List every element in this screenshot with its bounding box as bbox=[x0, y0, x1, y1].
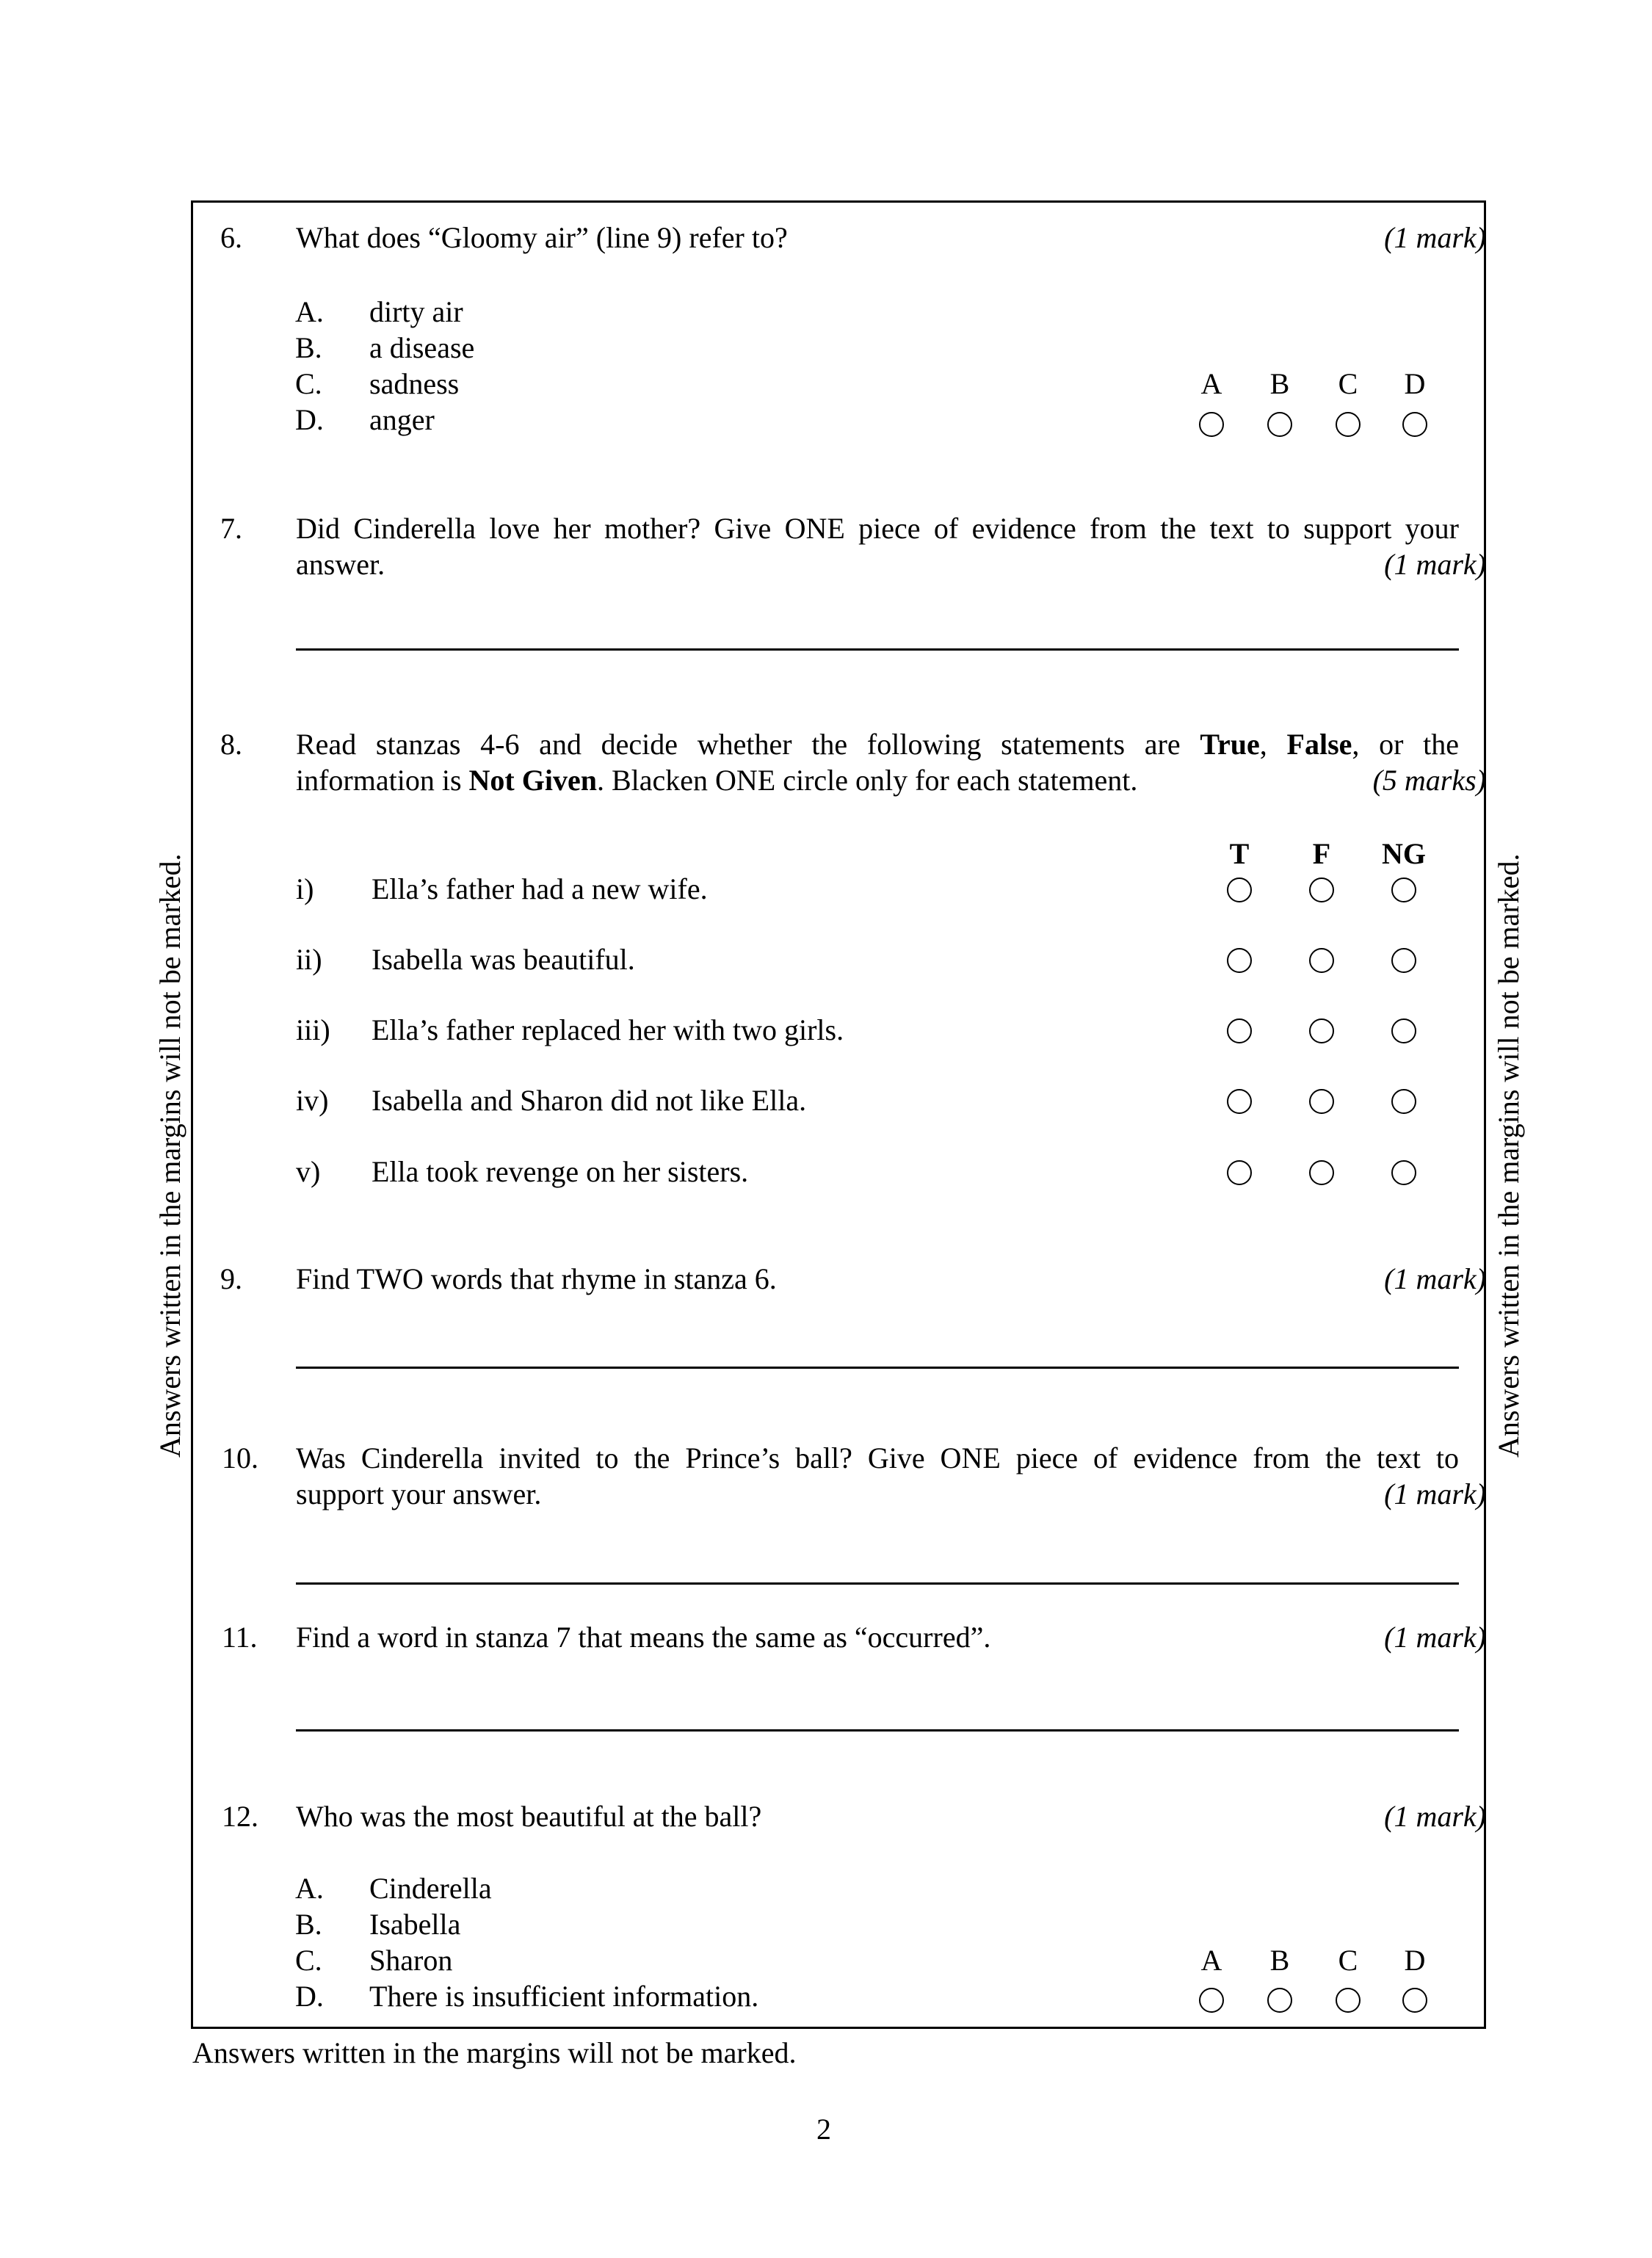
option-letter-b: B. bbox=[295, 1908, 322, 1941]
bubble-label-b: B bbox=[1269, 367, 1290, 400]
bubble-label-d: D bbox=[1404, 367, 1426, 400]
statement-label: ii) bbox=[296, 943, 322, 976]
bubble-true[interactable] bbox=[1227, 1018, 1252, 1043]
question-number: 8. bbox=[220, 728, 242, 761]
answer-bubble-a[interactable] bbox=[1199, 412, 1224, 437]
statement-label: v) bbox=[296, 1155, 321, 1188]
bubble-false[interactable] bbox=[1309, 1089, 1334, 1114]
question-number: 12. bbox=[222, 1800, 258, 1833]
bubble-false[interactable] bbox=[1309, 1160, 1334, 1185]
bubble-false[interactable] bbox=[1309, 1018, 1334, 1043]
option-text-d: There is insufficient information. bbox=[369, 1980, 759, 2013]
bubble-label-c: C bbox=[1338, 1944, 1358, 1977]
option-text-c: Sharon bbox=[369, 1944, 453, 1977]
mark-label: (1 mark) bbox=[1384, 1800, 1486, 1833]
bubble-true[interactable] bbox=[1227, 877, 1252, 902]
option-letter-c: C. bbox=[295, 1944, 322, 1977]
text-segment: , bbox=[1259, 728, 1287, 761]
statement-label: i) bbox=[296, 872, 314, 905]
question-number: 10. bbox=[222, 1441, 258, 1474]
bubble-not-given[interactable] bbox=[1391, 1018, 1416, 1043]
statement-label: iii) bbox=[296, 1013, 330, 1046]
question-text-line-1: Was Cinderella invited to the Prince’s ball? Give ONE piece of evidence from the text to bbox=[296, 1441, 1459, 1474]
question-text-line-2 bbox=[296, 766, 1137, 795]
bold-false: False bbox=[1286, 728, 1352, 761]
option-text-a: Cinderella bbox=[369, 1872, 492, 1905]
question-number: 9. bbox=[220, 1262, 242, 1295]
option-letter-b: B. bbox=[295, 331, 322, 364]
question-text-line-2: answer. bbox=[296, 548, 385, 581]
bubble-true[interactable] bbox=[1227, 1160, 1252, 1185]
bubble-false[interactable] bbox=[1309, 877, 1334, 902]
option-letter-c: C. bbox=[295, 367, 322, 400]
option-letter-a: A. bbox=[295, 295, 324, 328]
answer-bubble-c[interactable] bbox=[1336, 1988, 1361, 2013]
mark-label: (1 mark) bbox=[1384, 221, 1486, 254]
bubble-false[interactable] bbox=[1309, 948, 1334, 973]
answer-line[interactable] bbox=[296, 1582, 1459, 1585]
column-header-true: T bbox=[1229, 837, 1250, 870]
statement-text: Ella’s father had a new wife. bbox=[372, 872, 708, 905]
mark-label: (1 mark) bbox=[1384, 1262, 1486, 1295]
mark-label: (1 mark) bbox=[1384, 1621, 1486, 1654]
bubble-not-given[interactable] bbox=[1391, 948, 1416, 973]
bubble-not-given[interactable] bbox=[1391, 1160, 1416, 1185]
statement-text: Isabella and Sharon did not like Ella. bbox=[372, 1084, 807, 1117]
mark-label: (1 mark) bbox=[1384, 1477, 1486, 1510]
column-header-not-given: NG bbox=[1382, 837, 1426, 870]
text-segment: information is bbox=[296, 764, 469, 797]
text-segment: , or the bbox=[1352, 728, 1460, 761]
option-text-b: Isabella bbox=[369, 1908, 461, 1941]
bubble-not-given[interactable] bbox=[1391, 877, 1416, 902]
statement-label: iv) bbox=[296, 1084, 329, 1117]
question-text: Find TWO words that rhyme in stanza 6. bbox=[296, 1262, 777, 1295]
question-number: 7. bbox=[220, 512, 242, 545]
question-text-line-1: Did Cinderella love her mother? Give ONE piece of evidence from the text to support your bbox=[296, 512, 1459, 545]
answer-bubble-a[interactable] bbox=[1199, 1988, 1224, 2013]
bubble-label-c: C bbox=[1338, 367, 1358, 400]
column-header-false: F bbox=[1312, 837, 1331, 870]
answer-line[interactable] bbox=[296, 1729, 1459, 1732]
answer-bubble-b[interactable] bbox=[1267, 1988, 1292, 2013]
option-letter-d: D. bbox=[295, 1980, 324, 2013]
footer-margin-notice: Answers written in the margins will not be marked. bbox=[192, 2036, 797, 2069]
mark-label: (5 marks) bbox=[1372, 764, 1486, 797]
bold-not-given: Not Given bbox=[468, 764, 597, 797]
question-number: 11. bbox=[222, 1621, 258, 1654]
bold-true: True bbox=[1200, 728, 1260, 761]
option-text-a: dirty air bbox=[369, 295, 463, 328]
bubble-label-d: D bbox=[1404, 1944, 1426, 1977]
answer-bubble-d[interactable] bbox=[1402, 1988, 1427, 2013]
bubble-true[interactable] bbox=[1227, 1089, 1252, 1114]
answer-line[interactable] bbox=[296, 1367, 1459, 1369]
answer-line[interactable] bbox=[296, 648, 1459, 651]
question-text-line-2: support your answer. bbox=[296, 1477, 542, 1510]
statement-text: Ella took revenge on her sisters. bbox=[372, 1155, 749, 1188]
option-text-c: sadness bbox=[369, 367, 460, 400]
bubble-label-a: A bbox=[1200, 1944, 1222, 1977]
answer-bubble-d[interactable] bbox=[1402, 412, 1427, 437]
question-text-line-1 bbox=[296, 730, 1459, 759]
option-letter-a: A. bbox=[295, 1872, 324, 1905]
bubble-not-given[interactable] bbox=[1391, 1089, 1416, 1114]
question-text: Who was the most beautiful at the ball? bbox=[296, 1800, 762, 1833]
bubble-label-b: B bbox=[1269, 1944, 1290, 1977]
statement-text: Isabella was beautiful. bbox=[372, 943, 635, 976]
option-text-b: a disease bbox=[369, 331, 475, 364]
left-margin-notice: Answers written in the margins will not be marked. bbox=[153, 853, 186, 1458]
right-margin-notice: Answers written in the margins will not be marked. bbox=[1492, 853, 1525, 1458]
option-letter-d: D. bbox=[295, 403, 324, 436]
option-text-d: anger bbox=[369, 403, 435, 436]
statement-text: Ella’s father replaced her with two girls. bbox=[372, 1013, 844, 1046]
bubble-true[interactable] bbox=[1227, 948, 1252, 973]
page-number: 2 bbox=[816, 2113, 831, 2146]
question-text: Find a word in stanza 7 that means the same as “occurred”. bbox=[296, 1621, 991, 1654]
mark-label: (1 mark) bbox=[1384, 548, 1486, 581]
question-number: 6. bbox=[220, 221, 242, 254]
question-text: What does “Gloomy air” (line 9) refer to? bbox=[296, 221, 788, 254]
bubble-label-a: A bbox=[1200, 367, 1222, 400]
answer-bubble-b[interactable] bbox=[1267, 412, 1292, 437]
text-segment: . Blacken ONE circle only for each statement. bbox=[596, 764, 1138, 797]
answer-bubble-c[interactable] bbox=[1336, 412, 1361, 437]
text-segment: Read stanzas 4-6 and decide whether the following statements are bbox=[296, 728, 1200, 761]
